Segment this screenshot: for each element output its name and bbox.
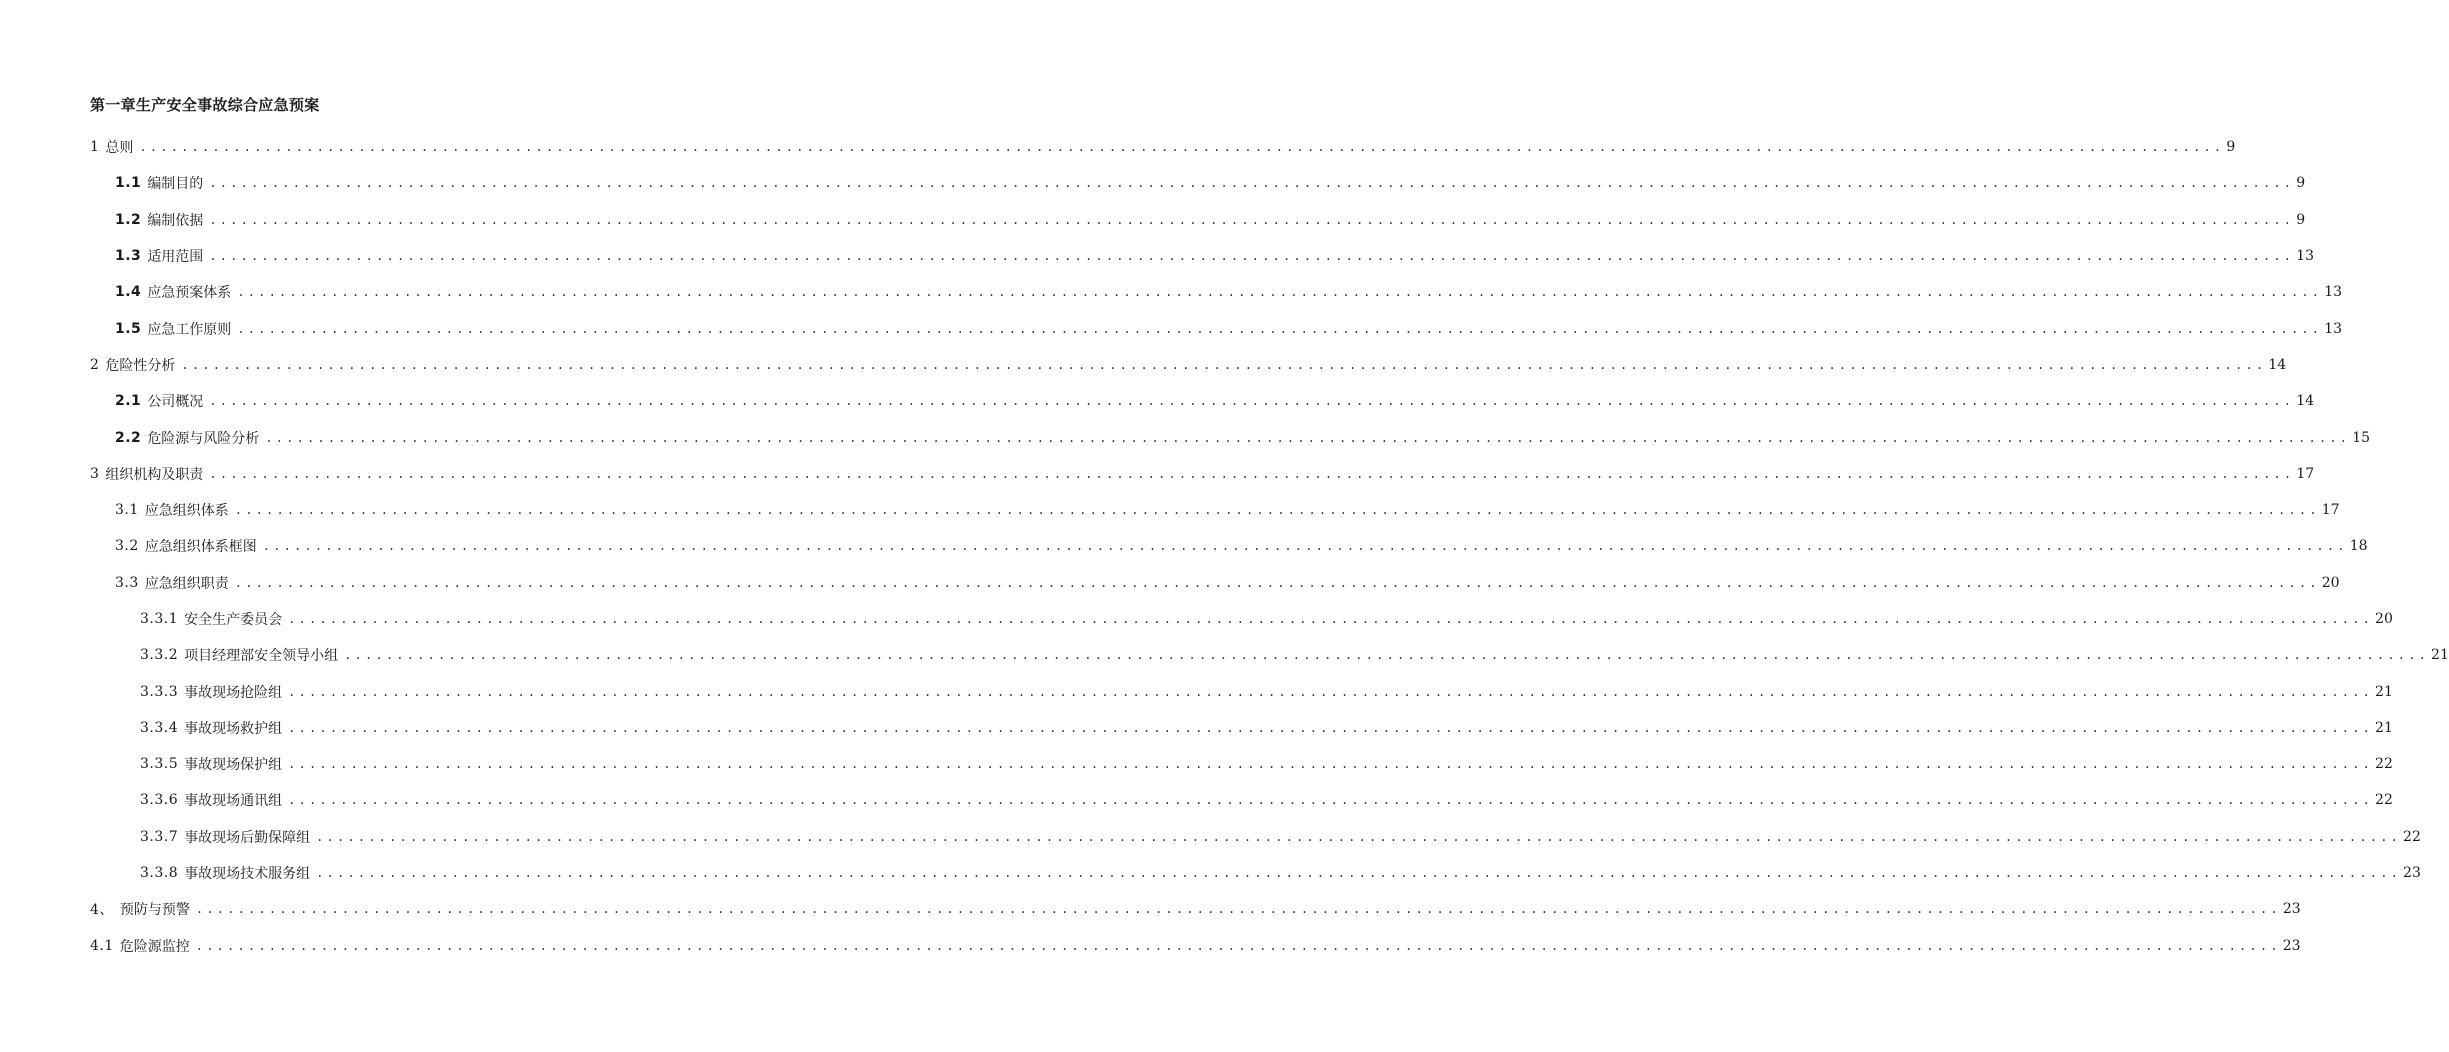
toc-row[interactable] [0, 456, 2315, 492]
toc-section-title: 组织机构及职责 [105, 466, 204, 483]
toc-page-number: 22 [2403, 828, 2421, 845]
toc-page-number: 9 [2296, 211, 2306, 228]
toc-entry[interactable] [90, 928, 2301, 964]
toc-section-title: 危险源与风险分析 [147, 430, 260, 447]
toc-section-number: 1.1 [115, 175, 142, 192]
toc-entry[interactable] [90, 347, 2287, 383]
toc-section-title: 应急组织体系框图 [144, 539, 257, 556]
toc-page-number: 23 [2403, 865, 2421, 882]
toc-section-number: 3.3.6 [140, 792, 179, 809]
toc-section-title: 总则 [105, 140, 134, 157]
toc-row[interactable] [0, 891, 2301, 927]
toc-page-number: 23 [2282, 901, 2301, 918]
toc-entry[interactable] [115, 202, 2306, 238]
toc-entry[interactable] [90, 129, 2236, 165]
toc-leader-dots: ........................................................................................................................................................................................................ [262, 539, 2348, 554]
toc-section-number: 1.2 [115, 211, 142, 228]
toc-entry[interactable] [90, 891, 2301, 927]
toc-row[interactable] [0, 129, 2236, 165]
toc-section-number: 2.2 [115, 429, 142, 446]
toc-section-number: 4.1 [90, 937, 114, 954]
toc-leader-dots: ........................................................................................................................................................................................................ [344, 648, 2430, 663]
toc-page-number: 15 [2352, 429, 2371, 446]
toc-section-number: 3.2 [115, 538, 139, 555]
toc-page-number: 13 [2324, 284, 2343, 301]
toc-section-title: 应急组织职责 [144, 575, 229, 592]
toc-section-number: 1.5 [115, 320, 142, 337]
toc-entry[interactable] [115, 528, 2368, 564]
toc-section-number: 1.3 [115, 248, 142, 265]
toc-section-number: 2.1 [115, 393, 142, 410]
toc-page-number: 21 [2375, 719, 2393, 736]
toc-row[interactable] [0, 347, 2287, 383]
toc-section-number: 3.3 [115, 574, 139, 591]
toc-section-title: 事故现场救护组 [184, 720, 283, 737]
toc-section-title: 安全生产委员会 [184, 612, 283, 628]
toc-section-title: 应急预案体系 [147, 285, 232, 302]
toc-entry[interactable] [115, 165, 2306, 201]
toc-section-title: 事故现场技术服务组 [184, 866, 311, 883]
toc-page-number: 23 [2282, 937, 2301, 954]
toc-leader-dots: ........................................................................................................................................................................................................ [195, 902, 2281, 917]
toc-entry[interactable] [115, 419, 2371, 455]
toc-leader-dots: ........................................................................................................................................................................................................ [139, 140, 2225, 155]
toc-section-title: 应急工作原则 [147, 321, 232, 338]
toc-page-number: 9 [2226, 139, 2236, 156]
toc-section-number: 1.4 [115, 284, 142, 301]
toc-entry[interactable] [115, 238, 2315, 274]
toc-page-number: 20 [2375, 611, 2393, 627]
toc-leader-dots: ........................................................................................................................................................................................................ [209, 249, 2295, 264]
toc-leader-dots: ........................................................................................................................................................................................................ [237, 321, 2323, 336]
toc-page-number: 17 [2296, 465, 2315, 482]
toc-leader-dots: ........................................................................................................................................................................................................ [181, 357, 2267, 372]
toc-leader-dots: ........................................................................................................................................................................................................ [316, 829, 2402, 844]
toc-leader-dots: ........................................................................................................................................................................................................ [288, 757, 2374, 772]
toc-entry[interactable] [115, 565, 2340, 601]
toc-row[interactable] [0, 782, 2393, 818]
toc-section-title: 危险性分析 [105, 357, 176, 374]
toc-row[interactable] [0, 274, 2343, 310]
toc-section-title: 应急组织体系 [144, 503, 229, 520]
toc-leader-dots: ........................................................................................................................................................................................................ [209, 466, 2295, 481]
toc-section-number: 3.3.4 [140, 719, 179, 736]
toc-page-number: 13 [2324, 320, 2343, 337]
toc-row[interactable] [0, 383, 2315, 419]
toc-section-number: 3.3.8 [140, 865, 179, 882]
toc-row[interactable] [0, 673, 2393, 709]
toc-page-number: 13 [2296, 248, 2315, 265]
toc-section-title: 事故现场后勤保障组 [184, 829, 311, 846]
toc-row[interactable] [0, 565, 2340, 601]
toc-section-title: 事故现场通讯组 [184, 793, 283, 810]
toc-row[interactable] [0, 238, 2315, 274]
toc-section-number: 3.3.2 [140, 647, 179, 664]
toc-page-number: 9 [2296, 175, 2306, 192]
toc-entry[interactable] [115, 492, 2340, 528]
toc-section-number: 4、 [90, 902, 114, 919]
toc-page-number: 14 [2296, 393, 2315, 410]
toc-section-number: 3.3.3 [140, 683, 179, 700]
toc-section-number: 2 [90, 356, 100, 373]
toc-leader-dots: ........................................................................................................................................................................................................ [265, 430, 2351, 445]
toc-section-title: 适用范围 [147, 249, 204, 266]
toc-entry[interactable] [140, 710, 2393, 746]
toc-section-number: 3.3.7 [140, 828, 179, 845]
toc-leader-dots: ........................................................................................................................................................................................................ [288, 720, 2374, 735]
toc-page-number: 22 [2375, 756, 2393, 773]
toc-leader-dots: ........................................................................................................................................................................................................ [209, 394, 2295, 409]
toc-entry[interactable] [140, 819, 2421, 855]
toc-entry[interactable] [115, 310, 2343, 346]
toc-page-number: 22 [2375, 792, 2393, 809]
toc-section-title: 编制依据 [147, 212, 204, 229]
toc-leader-dots: ........................................................................................................................................................................................................ [288, 793, 2374, 808]
toc-leader-dots: ........................................................................................................................................................................................................ [209, 176, 2295, 191]
toc-row[interactable] [0, 710, 2393, 746]
table-of-contents [0, 129, 2449, 964]
toc-section-number: 3 [90, 465, 100, 482]
toc-section-title: 预防与预警 [119, 902, 190, 919]
toc-section-number: 3.3.1 [140, 611, 179, 627]
toc-row[interactable] [0, 601, 2393, 637]
toc-section-number: 3.3.5 [140, 756, 179, 773]
toc-section-title: 公司概况 [147, 394, 204, 411]
toc-leader-dots: ........................................................................................................................................................................................................ [209, 212, 2295, 227]
toc-entry[interactable] [140, 782, 2393, 818]
toc-section-title: 编制目的 [147, 176, 204, 193]
toc-entry[interactable] [140, 673, 2393, 709]
toc-page-number: 20 [2321, 574, 2340, 591]
toc-leader-dots: ........................................................................................................................................................................................................ [195, 938, 2281, 953]
toc-entry[interactable] [140, 746, 2393, 782]
toc-row[interactable] [0, 492, 2340, 528]
toc-leader-dots: ........................................................................................................................................................................................................ [288, 684, 2374, 699]
toc-row[interactable] [0, 310, 2343, 346]
toc-entry[interactable] [140, 601, 2393, 637]
toc-entry[interactable] [115, 274, 2343, 310]
toc-row[interactable] [0, 528, 2368, 564]
toc-page-number: 18 [2349, 538, 2368, 555]
toc-leader-dots: ........................................................................................................................................................................................................ [288, 612, 2374, 626]
toc-leader-dots: ........................................................................................................................................................................................................ [237, 285, 2323, 300]
toc-section-title: 事故现场抢险组 [184, 684, 283, 701]
toc-entry[interactable] [90, 456, 2315, 492]
toc-section-title: 项目经理部安全领导小组 [184, 648, 339, 665]
toc-section-title: 事故现场保护组 [184, 757, 283, 774]
toc-row[interactable] [0, 928, 2301, 964]
toc-page-number: 21 [2375, 683, 2393, 700]
toc-row[interactable] [0, 746, 2393, 782]
toc-leader-dots: ........................................................................................................................................................................................................ [234, 503, 2320, 518]
chapter-title: 第一章生产安全事故综合应急预案 [90, 96, 320, 114]
toc-leader-dots: ........................................................................................................................................................................................................ [316, 866, 2402, 881]
toc-entry[interactable] [140, 855, 2421, 891]
toc-row[interactable] [0, 637, 2449, 673]
toc-row[interactable] [0, 419, 2371, 455]
toc-entry[interactable] [140, 637, 2449, 673]
toc-leader-dots: ........................................................................................................................................................................................................ [234, 575, 2320, 590]
toc-row[interactable] [0, 855, 2421, 891]
toc-section-title: 危险源监控 [119, 938, 190, 955]
toc-section-number: 3.1 [115, 502, 139, 519]
toc-row[interactable] [0, 202, 2306, 238]
toc-page-number: 14 [2268, 356, 2287, 373]
toc-page-number: 21 [2431, 647, 2449, 664]
toc-entry[interactable] [115, 383, 2315, 419]
toc-row[interactable] [0, 165, 2306, 201]
toc-page-number: 17 [2321, 502, 2340, 519]
toc-section-number: 1 [90, 139, 100, 156]
toc-row[interactable] [0, 819, 2421, 855]
